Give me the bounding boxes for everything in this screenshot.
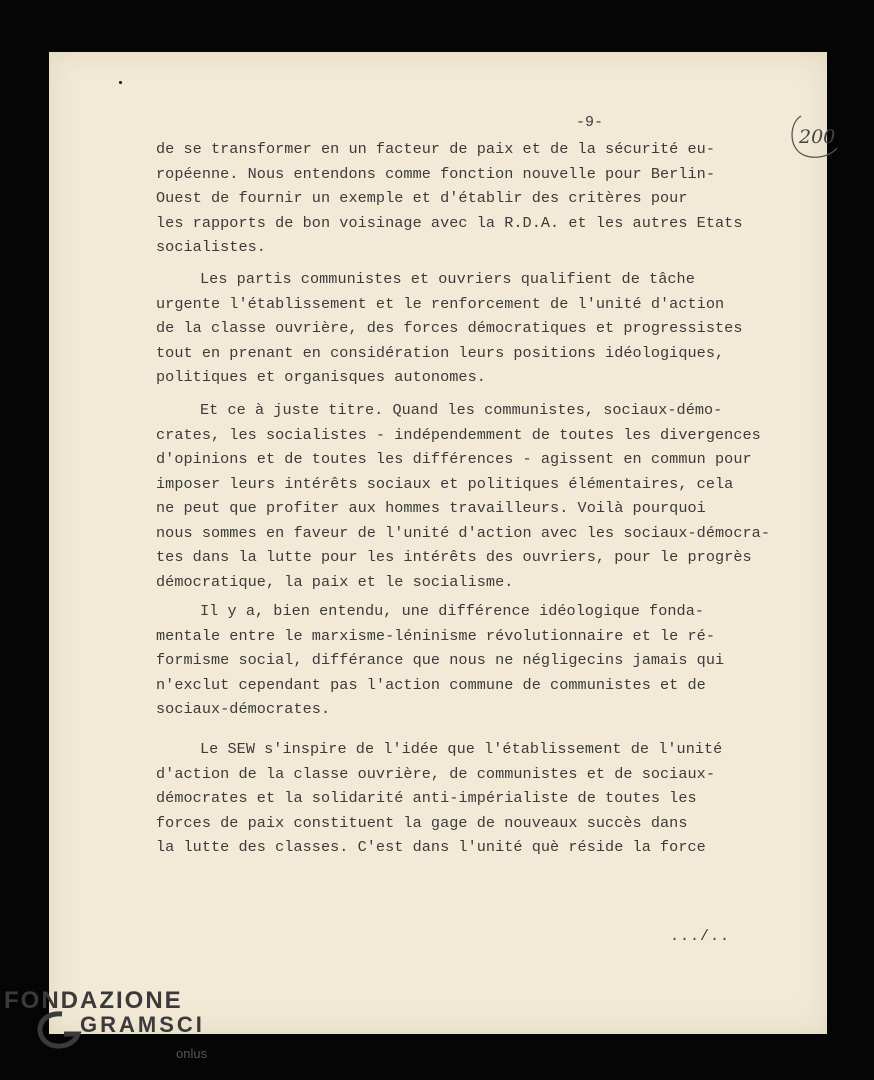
text-line: sociaux-démocrates. — [156, 700, 331, 718]
text-line: démocratique, la paix et le socialisme. — [156, 572, 514, 591]
text-line: Les partis communistes et ouvriers qualifient de tâche — [200, 270, 695, 288]
text-line: imposer leurs intérêts sociaux et politiques élémentaires, cela — [156, 474, 734, 493]
paragraph-5 — [156, 737, 722, 860]
svg-text:FONDAZIONE: FONDAZIONE — [4, 987, 183, 1014]
text-line: la lutte des classes. C'est dans l'unité què réside la force — [156, 838, 706, 856]
text-line: tes dans la lutte pour les intérêts des ouvriers, pour le progrès — [156, 548, 752, 566]
page-number: -9- — [576, 114, 604, 131]
text-line: urgente l'établissement et le renforcement de l'unité d'action — [156, 294, 725, 313]
handwritten-page-mark — [787, 110, 843, 162]
text-line: de se transformer en un facteur de paix et de la sécurité eu- — [156, 140, 716, 158]
paragraph-3 — [156, 398, 770, 594]
text-line: Ouest de fournir un exemple et d'établir des critères pour — [156, 189, 688, 207]
paragraph-2 — [156, 267, 743, 390]
stray-ink-dot — [119, 81, 122, 84]
text-line: de la classe ouvrière, des forces démocratiques et progressistes — [156, 319, 743, 337]
svg-text:GRAMSCI: GRAMSCI — [80, 1012, 205, 1037]
text-line: n'exclut cependant pas l'action commune de communistes et de — [156, 675, 706, 694]
text-line: ropéenne. Nous entendons comme fonction nouvelle pour Berlin- — [156, 164, 716, 183]
text-line: d'opinions et de toutes les différences - agissent en commun pour — [156, 450, 752, 468]
text-line: formisme social, différance que nous ne négligecins jamais qui — [156, 651, 725, 669]
text-line: les rapports de bon voisinage avec la R.D.A. et les autres Etats — [156, 213, 743, 232]
text-line: nous sommes en faveur de l'unité d'action avec les sociaux-démocra- — [156, 523, 770, 542]
text-line: politiques et organisques autonomes. — [156, 368, 486, 386]
text-line: d'action de la classe ouvrière, de communistes et de sociaux- — [156, 764, 716, 783]
paragraph-4 — [156, 599, 724, 722]
svg-text:onlus: onlus — [176, 1046, 208, 1061]
text-line: Il y a, bien entendu, une différence idéologique fonda- — [200, 602, 705, 620]
text-line: socialistes. — [156, 238, 266, 256]
fondazione-gramsci-watermark — [4, 984, 224, 1064]
text-line: ne peut que profiter aux hommes travailleurs. Voilà pourquoi — [156, 499, 706, 517]
text-line: mentale entre le marxisme-léninisme révolutionnaire et le ré- — [156, 626, 716, 645]
text-line: forces de paix constituent la gage de nouveaux succès dans — [156, 813, 688, 832]
text-line: Le SEW s'inspire de l'idée que l'établissement de l'unité — [200, 740, 723, 758]
text-line: démocrates et la solidarité anti-impérialiste de toutes les — [156, 789, 697, 807]
svg-text:200: 200 — [799, 126, 836, 148]
continuation-mark: .../.. — [670, 928, 731, 945]
text-line: Et ce à juste titre. Quand les communistes, sociaux-démo- — [200, 401, 723, 419]
text-line: tout en prenant en considération leurs positions idéologiques, — [156, 343, 725, 362]
paragraph-1 — [156, 137, 743, 260]
text-line: crates, les socialistes - indépendemment de toutes les divergences — [156, 425, 761, 444]
